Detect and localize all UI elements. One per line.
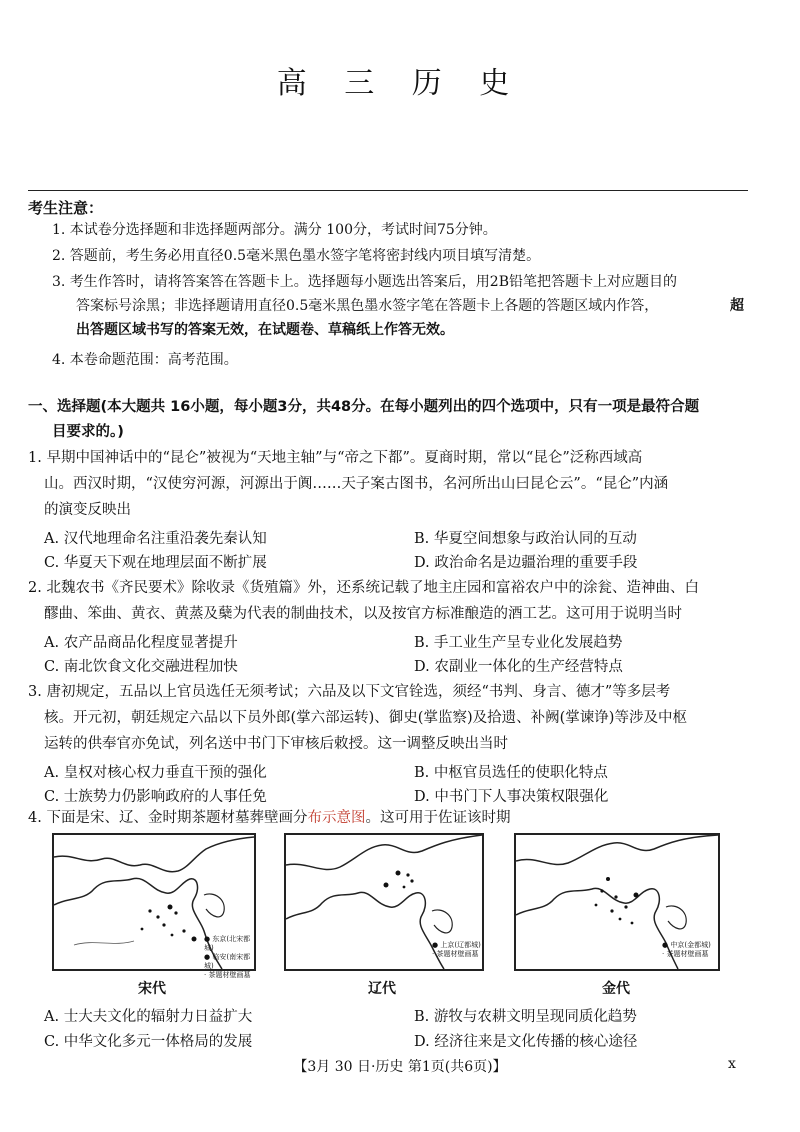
notice-heading: 考生注意： <box>28 199 104 217</box>
notice-item-4: 4. 本卷命题范围：高考范围。 <box>52 352 238 368</box>
question-2-line-1: 2. 北魏农书《齐民要术》除收录《货殖篇》外，还系统记载了地主庄园和富裕农户中的涂瓮、造神曲、白 <box>28 580 699 596</box>
notice-item-3-cont: 答案标号涂黑；非选择题请用直径0.5毫米黑色墨水签字笔在答题卡上各题的答题区域内作答， <box>76 298 659 314</box>
map-liao-legend-2: · 茶题材壁画墓 <box>432 950 479 958</box>
question-3-line-1: 3. 唐初规定，五品以上官员选任无须考试；六品及以下文官铨选，须经“书判、身言、德才”等多层考 <box>28 684 671 700</box>
page-footer: 【3月 30 日·历史 第1页(共6页)】 <box>293 1059 507 1075</box>
notice-item-3: 3. 考生作答时，请将答案答在答题卡上。选择题每小题选出答案后，用2B铅笔把答题卡上对应题目的 <box>52 274 678 290</box>
map-song <box>52 833 256 979</box>
map-jin <box>514 833 720 971</box>
map-song-legend-3: · 茶题材壁画墓 <box>204 971 251 979</box>
map-jin-legend-2: · 茶题材壁画墓 <box>662 950 709 958</box>
map-song-caption: 宋代 <box>138 981 166 997</box>
map-song-legend-1: ● 东京(北宋都城) <box>204 935 251 952</box>
map-song-legend-2: ● 临安(南宋都城) <box>204 953 251 970</box>
section-heading-cont: 目要求的。) <box>52 424 124 440</box>
question-3-option-b: B. 中枢官员选任的使职化特点 <box>414 765 608 781</box>
question-1-line-2: 山。西汉时期，“汉使穷河源，河源出于阗……天子案古图书，名河所出山曰昆仑云”。“昆仑”内涵 <box>44 476 669 492</box>
map-liao-caption: 辽代 <box>368 981 396 997</box>
question-2-option-c: C. 南北饮食文化交融进程加快 <box>44 659 238 675</box>
footer-mark: x <box>728 1056 736 1072</box>
question-4-text-c: 。这可用于佐证该时期 <box>365 810 511 826</box>
question-3-option-a: A. 皇权对核心权力垂直干预的强化 <box>44 765 267 781</box>
question-1-line-3: 的演变反映出 <box>44 502 131 518</box>
question-1-option-a: A. 汉代地理命名注重沿袭先秦认知 <box>44 531 267 547</box>
question-3-line-2: 核。开元初，朝廷规定六品以下员外郎(掌六部运转)、御史(掌监察)及拾遗、补阙(掌谏诤)等涉及中枢 <box>44 710 687 726</box>
question-3-option-c: C. 士族势力仍影响政府的人事任免 <box>44 789 267 805</box>
question-1-line-1: 1. 早期中国神话中的“昆仑”被视为“天地主轴”与“帝之下都”。夏商时期，常以“昆仑”泛称西域高 <box>28 450 643 466</box>
question-2-option-d: D. 农副业一体化的生产经营特点 <box>414 659 623 675</box>
map-liao-legend-1: ● 上京(辽都城) <box>432 941 481 949</box>
notice-item-3-bold-start: 超 <box>730 298 744 314</box>
question-3-option-d: D. 中书门下人事决策权限强化 <box>414 789 609 805</box>
section-heading: 一、选择题(本大题共 16小题，每小题3分，共48分。在每小题列出的四个选项中，只有一项是最符合题 <box>28 399 700 415</box>
map-jin-legend <box>662 941 711 959</box>
question-4-text-a: 4. 下面是宋、辽、金时期茶题材墓葬壁画分 <box>28 810 308 826</box>
question-4-text-b: 布示意图 <box>307 810 366 826</box>
question-1-option-c: C. 华夏天下观在地理层面不断扩展 <box>44 555 267 571</box>
map-liao <box>284 833 484 971</box>
notice-item-2: 2. 答题前，考生务必用直径0.5毫米黑色墨水签字笔将密封线内项目填写清楚。 <box>52 248 541 264</box>
page-title: 高 三 历 史 <box>276 66 524 101</box>
question-1-option-d: D. 政治命名是边疆治理的重要手段 <box>414 555 638 571</box>
map-liao-legend <box>432 941 481 959</box>
question-4-option-d: D. 经济往来是文化传播的核心途径 <box>414 1034 638 1050</box>
question-1-option-b: B. 华夏空间想象与政治认同的互动 <box>414 531 637 547</box>
header-rule <box>28 190 748 191</box>
question-2-option-b: B. 手工业生产呈专业化发展趋势 <box>414 635 623 651</box>
question-4-line-1 <box>28 805 758 832</box>
notice-item-1: 1. 本试卷分选择题和非选择题两部分。满分 100分，考试时间75分钟。 <box>52 222 497 238</box>
map-jin-caption: 金代 <box>602 981 630 997</box>
question-4-option-a: A. 士大夫文化的辐射力日益扩大 <box>44 1009 253 1025</box>
map-song-legend <box>204 935 254 980</box>
map-jin-legend-1: ● 中京(金都城) <box>662 941 711 949</box>
question-4-option-b: B. 游牧与农耕文明呈现同质化趋势 <box>414 1009 637 1025</box>
question-3-line-3: 运转的供奉官亦免试，列名送中书门下审核后敕授。这一调整反映出当时 <box>44 736 508 752</box>
notice-item-3-bold: 出答题区域书写的答案无效，在试题卷、草稿纸上作答无效。 <box>76 322 454 338</box>
question-2-option-a: A. 农产品商品化程度显著提升 <box>44 635 238 651</box>
question-2-line-2: 醪曲、笨曲、黄衣、黄蒸及蘖为代表的制曲技术，以及按官方标准酿造的酒工艺。这可用于说明当时 <box>44 606 682 622</box>
question-4-option-c: C. 中华文化多元一体格局的发展 <box>44 1034 253 1050</box>
